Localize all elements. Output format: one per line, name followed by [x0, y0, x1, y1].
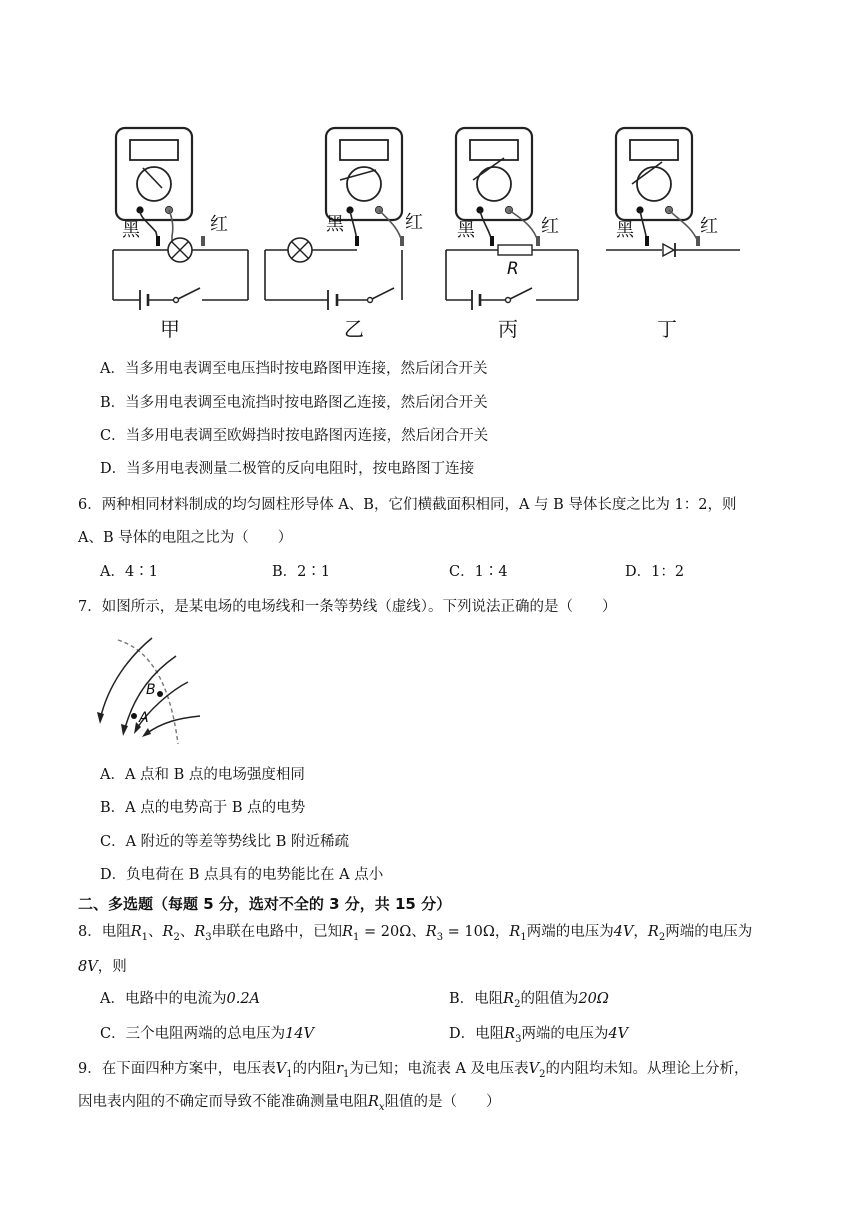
q6-option-c: C．1∶4: [449, 564, 508, 580]
point-a-label: A: [139, 710, 149, 726]
q7-option-a: A．A 点和 B 点的电场强度相同: [100, 767, 305, 783]
q6-option-d: D．1：2: [625, 564, 685, 580]
q6-option-a: A．4∶1: [100, 564, 158, 580]
multimeter-circuit-figure: [100, 118, 760, 348]
q8-stem-line2: 8V，则: [78, 959, 127, 975]
q5-option-d: D．当多用电表测量二极管的反向电阻时，按电路图丁连接: [100, 461, 475, 477]
red-label-ding: 红: [700, 216, 718, 237]
red-label-bing: 红: [541, 216, 559, 237]
q7-option-d: D．负电荷在 B 点具有的电势能比在 A 点小: [100, 867, 384, 883]
black-label-bing: 黑: [457, 220, 475, 241]
q6-option-b: B．2∶1: [272, 564, 331, 580]
q5-option-c: C．当多用电表调至欧姆挡时按电路图丙连接，然后闭合开关: [100, 428, 489, 444]
field-line-1: [100, 638, 152, 720]
red-label-jia: 红: [210, 214, 228, 235]
q5-option-b: B．当多用电表调至电流挡时按电路图乙连接，然后闭合开关: [100, 395, 488, 411]
q9-stem-line1: 9．在下面四种方案中，电压表$V_1$的内阻$r_1$为已知；电流表 A 及电压表$V_2$的内阻均未知。从理论上分析，: [78, 1061, 749, 1080]
q5-option-a: A．当多用电表调至电压挡时按电路图甲连接，然后闭合开关: [100, 361, 488, 377]
resistor-label: R: [507, 259, 519, 279]
black-label-ding: 黑: [616, 220, 634, 241]
point-b-label: B: [146, 682, 156, 698]
q8-stem-line1: 8．电阻$R_1$、$R_2$、$R_3$串联在电路中，已知$R_1 = 20\Omega$、$R_3 = 10\Omega$，$R_1$两端的电压为4V，$R_2$两端的电压为: [78, 924, 753, 943]
electric-field-figure: [90, 632, 210, 750]
caption-ding: 丁: [657, 317, 677, 341]
q9-stem-line2: 因电表内阻的不确定而导致不能准确测量电阻$R_x$阻值的是（ ）: [78, 1094, 501, 1113]
q8-option-c: C．三个电阻两端的总电压为14V: [100, 1026, 315, 1042]
section-heading-multiple-choice: 二、多选题（每题 5 分，选对不全的 3 分，共 15 分）: [78, 895, 452, 913]
q6-stem-line2: A、B 导体的电阻之比为（ ）: [78, 530, 293, 546]
q7-option-b: B．A 点的电势高于 B 点的电势: [100, 800, 306, 816]
q8-option-d: D．电阻$R_3$两端的电压为4V: [449, 1026, 629, 1045]
black-label-jia: 黑: [122, 220, 140, 241]
q7-option-c: C．A 附近的等差等势线比 B 附近稀疏: [100, 834, 350, 850]
q6-stem-line1: 6．两种相同材料制成的均匀圆柱形导体 A、B，它们横截面积相同，A 与 B 导体长度之比为 1：2，则: [78, 497, 737, 513]
caption-bing: 丙: [498, 317, 518, 341]
black-label-yi: 黑: [326, 214, 344, 235]
point-b-marker: [157, 691, 163, 697]
caption-yi: 乙: [344, 317, 364, 341]
q7-stem: 7．如图所示，是某电场的电场线和一条等势线（虚线）。下列说法正确的是（ ）: [78, 599, 617, 615]
q8-option-b: B．电阻$R_2$的阻值为20Ω: [449, 991, 609, 1010]
caption-jia: 甲: [160, 317, 180, 341]
red-label-yi: 红: [405, 212, 423, 233]
point-a-marker: [131, 713, 137, 719]
q8-option-a: A．电路中的电流为0.2A: [100, 991, 261, 1007]
